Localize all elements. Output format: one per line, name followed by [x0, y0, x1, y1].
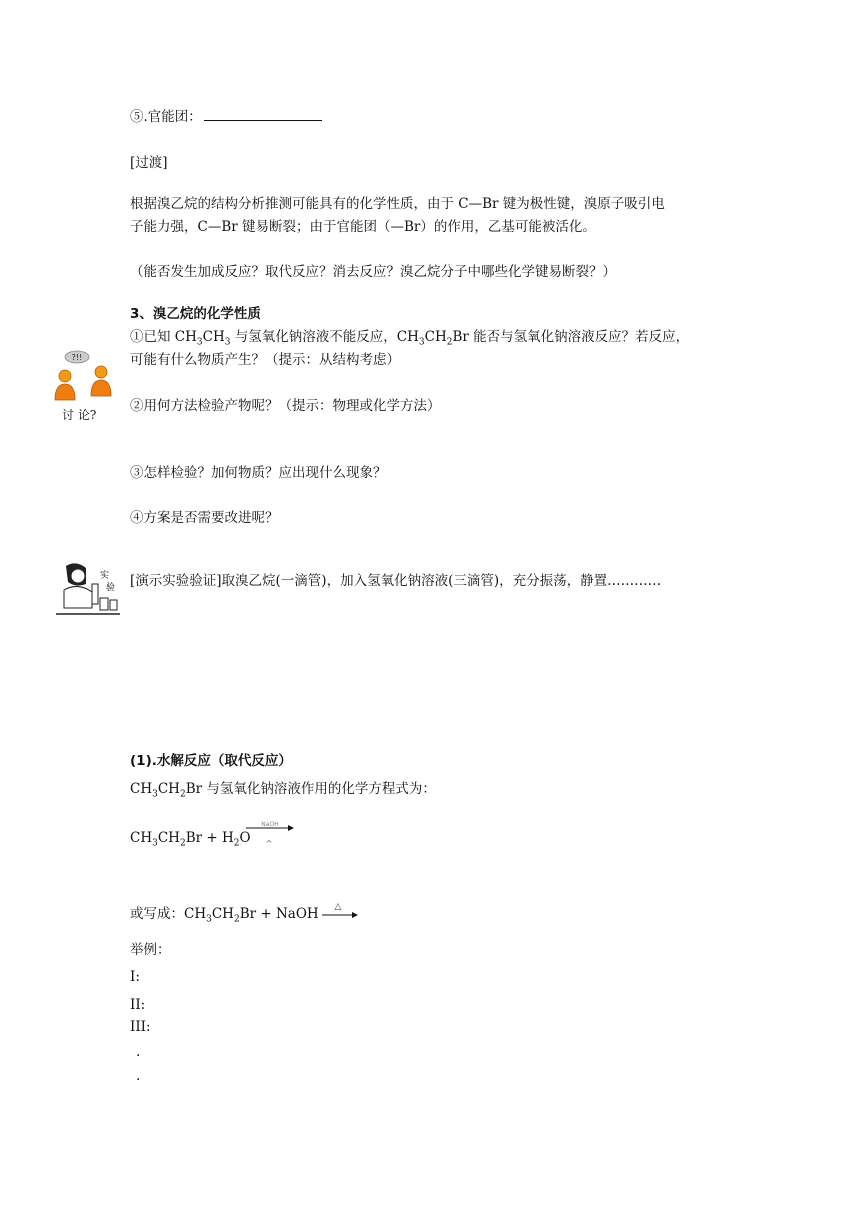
demo-text: [演示实验验证]取溴乙烷(一滴管)，加入氢氧化钠溶液(三滴管)，充分振荡，静置…………	[130, 573, 662, 589]
examples-label: 举例：	[130, 942, 171, 958]
analysis-line-1: 根据溴乙烷的结构分析推测可能具有的化学性质，由于 C—Br 键为极性键，溴原子吸引电	[130, 196, 665, 212]
section3-title: 3、溴乙烷的化学性质	[130, 306, 261, 322]
svg-text:NaOH: NaOH	[261, 821, 279, 828]
svg-text:△: △	[334, 902, 342, 912]
section3-q3: ③怎样检验？加何物质？应出现什么现象？	[130, 465, 387, 481]
reaction-arrow-2	[320, 900, 360, 924]
section3-q2: ②用何方法检验产物呢？（提示：物理或化学方法）	[130, 398, 441, 414]
section3-q1-line1: ①已知 $CH_3CH_3$ 与氢氧化钠溶液不能反应，$CH_3CH_2Br$ 能否与氢氧化钠溶液反应？若反应，	[130, 329, 690, 348]
functional-group-label: ⑤.官能团：	[130, 109, 202, 125]
equation-2: 或写成：$CH_3CH_2Br$ + NaOH	[130, 906, 319, 925]
functional-group-line	[130, 106, 322, 127]
example-item-3: ⅠⅠⅠ:	[130, 1019, 151, 1035]
discussion-caption: 讨 论?	[62, 408, 97, 422]
example-item-1: Ⅰ:	[130, 969, 140, 985]
equation-1: $CH_3CH_2Br + H_2O$	[130, 830, 251, 849]
hydrolysis-title: (1).水解反应（取代反应）	[130, 753, 292, 769]
example-item-2: ⅠⅠ:	[130, 997, 146, 1013]
reaction-arrow-1	[244, 818, 296, 852]
svg-text:实: 实	[100, 571, 110, 581]
section3-q1-line2: 可能有什么物质产生？（提示：从结构考虑）	[130, 352, 400, 368]
section3-q4: ④方案是否需要改进呢？	[130, 510, 279, 526]
questions-line: （能否发生加成反应？取代反应？消去反应？溴乙烷分子中哪些化学键易断裂？）	[130, 264, 616, 280]
svg-text:^: ^	[265, 839, 273, 848]
experiment-person-icon	[56, 562, 120, 618]
svg-text:验: 验	[106, 583, 116, 593]
example-dot-2: .	[136, 1068, 141, 1084]
transition-heading: [过渡]	[130, 155, 168, 171]
hydrolysis-intro: $CH_3CH_2Br$ 与氢氧化钠溶液作用的化学方程式为：	[130, 781, 436, 800]
svg-text:?!!: ?!!	[71, 353, 83, 362]
functional-group-blank	[204, 106, 322, 121]
analysis-line-2: 子能力强，C—Br 键易断裂；由于官能团（—Br）的作用，乙基可能被活化。	[130, 219, 596, 235]
example-dot-1: .	[136, 1044, 141, 1060]
